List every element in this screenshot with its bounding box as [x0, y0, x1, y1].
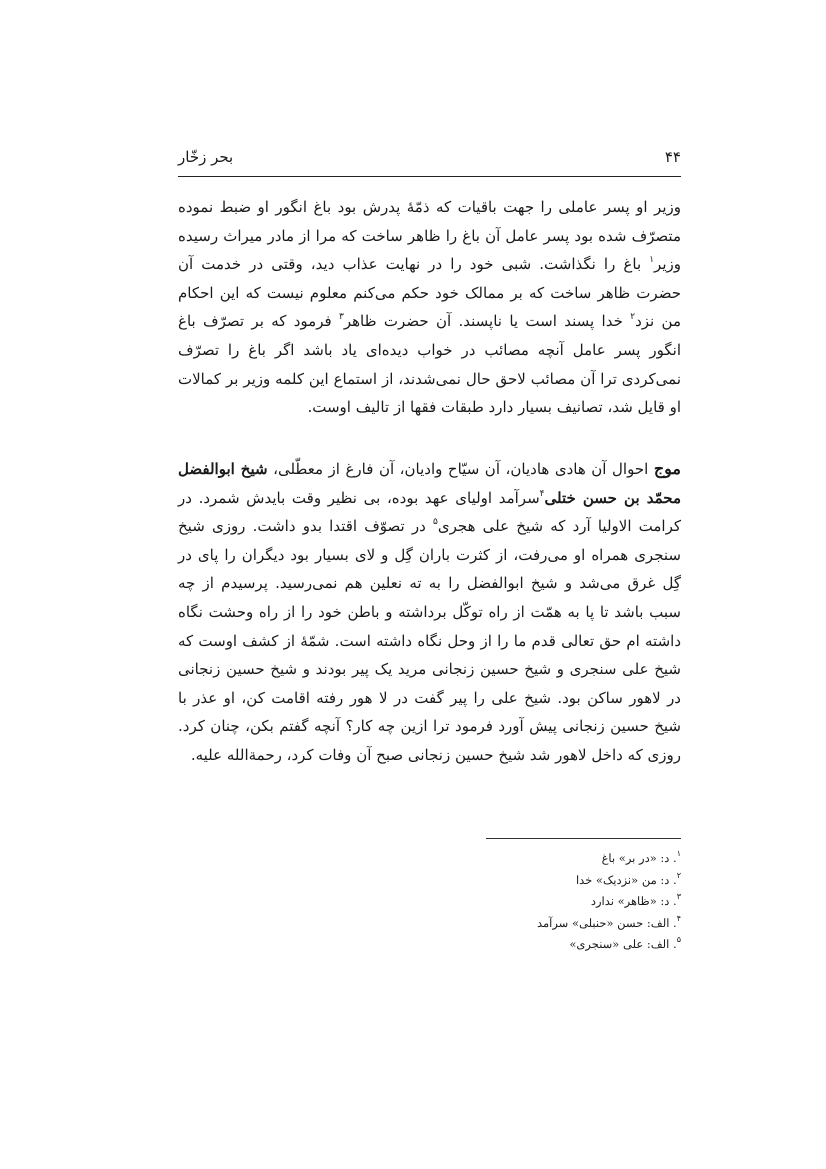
footnote-item: [440, 848, 681, 870]
saint-name: شیخ ابوالفضل محمّد بن حسن ختلی: [178, 460, 681, 507]
paragraph-1: [178, 193, 681, 422]
running-header: [178, 148, 681, 174]
footnote-number: ۱: [676, 849, 681, 858]
footnote-item: [440, 913, 681, 935]
paragraph-1-text-d: فرمود که بر تصرّف باغ انگور پسر عامل آنچه مصائب در خواب دیده‌ای یاد باشد اگر باغ را تصرّف نمی‌کردی ترا آن مصائب لاحق حال نمی‌شدند، از استماع این کلمه وزیر بر کمالات او قایل شد، تصانیف بسیار دارد طبقات فقها از تالیف اوست.: [178, 312, 681, 417]
paragraph-2-text-b: سرآمد اولیای عهد بوده، بی نظیر وقت بایدش شمرد. در کرامت الاولیا آرد که شیخ علی هجری: [178, 488, 682, 536]
paragraph-2-text-c: در تصوّف اقتدا بدو داشت. روزی شیخ سنجری همراه او می‌رفت، از کثرت باران گِل و لای بسیار بود دیگران را پای در گِل غرق می‌شد و شیخ ابوالفضل را به ته نعلین هم نمی‌رسید. پرسیدم از چه سبب باشد تا پا به همّت از راه توکّل برداشته و باطن خود را از راه وحشت نگاه داشته ام حق تعالی قدم ما را از وحل نگاه داشته است. شمّهٔ از کشف اوست که شیخ علی سنجری و شیخ حسین زنجانی مرید یک پیر بودند و شیخ حسین زنجانی در لاهور ساکن بود. شیخ علی را پیر گفت در لا هور رفته اقامت کن، او عذر با شیخ حسین زنجانی پیش آورد فرمود ترا ازین چه کار؟ آنچه گفتم بکن، چنان کرد. روزی که داخل لاهور شد شیخ حسین زنجانی صبح آن وفات کرد، رحمةالله علیه.: [178, 517, 681, 764]
footnote-text: . د: «در بر» باغ: [601, 851, 677, 865]
footnote-ref-3: ۳: [339, 312, 344, 323]
footnote-text: . د: من «نزدیک» خدا: [575, 872, 677, 887]
footnote-ref-2: ۲: [630, 312, 636, 323]
footnote-number: ۴: [676, 913, 681, 923]
footnote-text: . الف: علی «سنجری»: [569, 937, 677, 951]
page-number: ۴۴: [664, 148, 681, 166]
book-title: بحر زخّار: [178, 148, 234, 166]
section-lead-word: موج: [653, 459, 681, 478]
paragraph-1-text-a: وزیر او پسر عاملی را جهت باقیات که ذمّهٔ پدرش بود باغ انگور او ضبط نموده متصرّف شده بود پسر عامل آن باغ را ظاهر ساخت که مرا از مادر میراث رسیده وزیر: [178, 198, 681, 274]
footnote-item: [440, 891, 681, 913]
footnote-ref-4: ۴: [539, 488, 545, 499]
footnote-number: ۳: [676, 892, 681, 901]
header-rule: [178, 176, 681, 177]
footnote-ref-1: ۱: [649, 255, 655, 266]
paragraph-2: [178, 455, 681, 770]
footnote-text: . الف: حسن «حنبلی» سرآمد: [536, 915, 677, 930]
footnote-number: ۵: [676, 935, 681, 944]
paragraph-1-text-b: باغ را نگذاشت. شبی خود را در نهایت عذاب دید، وقتی در خدمت آن حضرت ظاهر ساخت که بر ممالک خود حکم می‌کنم معلوم نیست که این احکام من نزد: [178, 255, 682, 331]
footnote-number: ۲: [676, 870, 681, 880]
footnote-ref-5: ۵: [433, 517, 438, 528]
footnote-item: [440, 870, 681, 892]
footnotes: [440, 848, 681, 956]
footnote-rule: [486, 838, 681, 839]
footnote-text: . د: «ظاهر» ندارد: [590, 894, 677, 908]
footnote-item: [440, 934, 681, 956]
paragraph-1-text-c: خدا پسند است یا ناپسند. آن حضرت ظاهر: [343, 312, 631, 331]
paragraph-2-text-a: احوال آن هادی هادیان، آن سیّاح وادیان، آن فارغ از معطّلی،: [267, 460, 654, 478]
